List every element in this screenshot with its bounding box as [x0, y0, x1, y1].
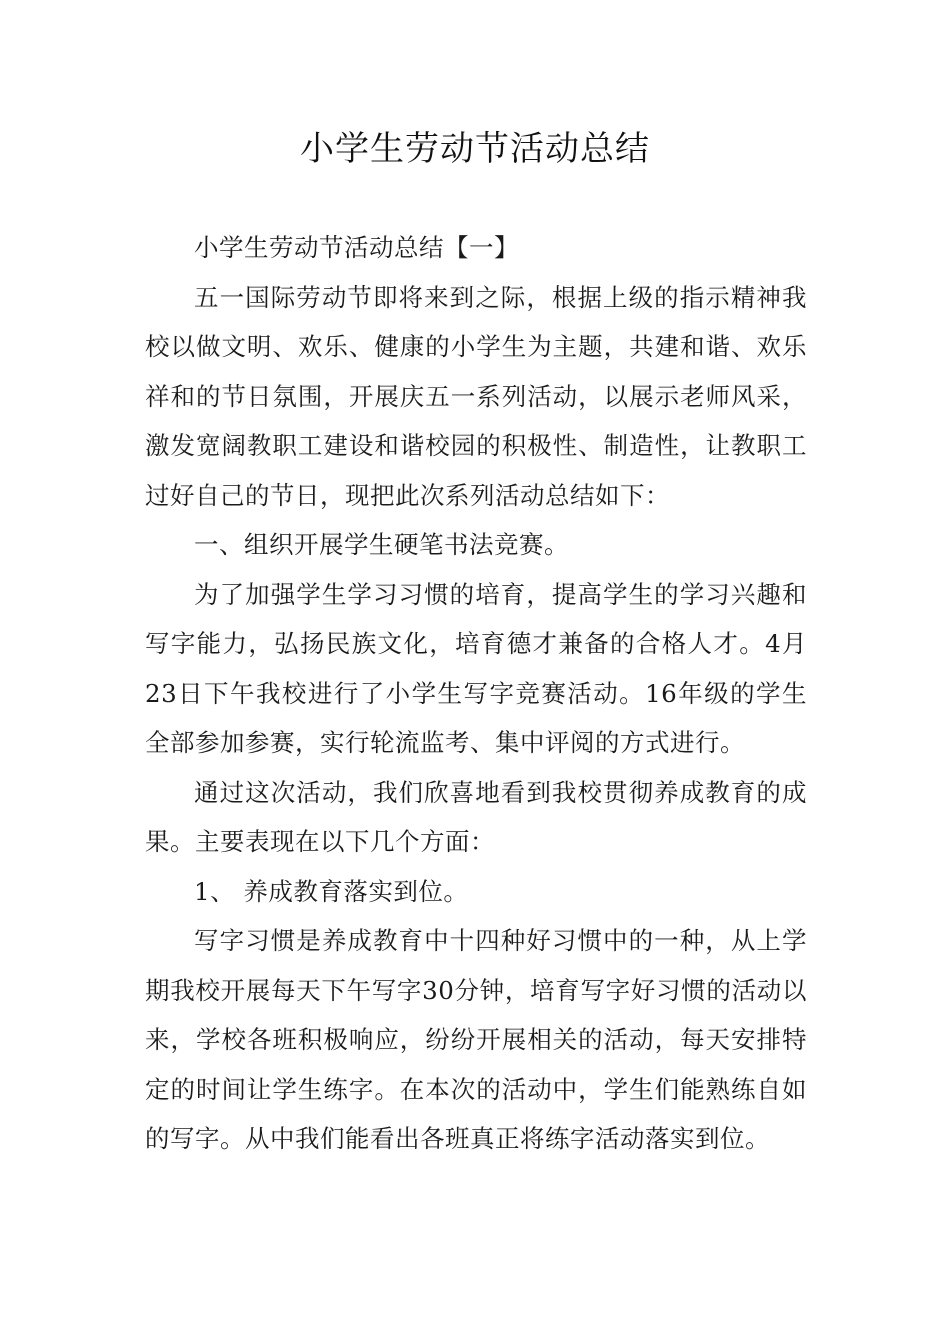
paragraph-contest-details: 为了加强学生学习习惯的培育，提高学生的学习兴趣和写字能力，弘扬民族文化，培育德才兼备的合格人才。4月23日下午我校进行了小学生写字竞赛活动。16年级的学生全部参加参赛，实行轮流监考、集中评阅的方式进行。 — [145, 579, 807, 757]
numbered-item-1: 1、 养成教育落实到位。 — [194, 876, 469, 906]
subheading-calligraphy-contest: 一、组织开展学生硬笔书法竞赛。 — [194, 530, 569, 559]
paragraph-writing-habits: 写字习惯是养成教育中十四种好习惯中的一种，从上学期我校开展每天下午写字30分钟，培育写字好习惯的活动以来，学校各班积极响应，纷纷开展相关的活动，每天安排特定的时间让学生练字。在本次的活动中，学生们能熟练自如的写字。从中我们能看出各班真正将练字活动落实到位。 — [145, 926, 807, 1153]
paragraph-intro: 五一国际劳动节即将来到之际，根据上级的指示精神我校以做文明、欢乐、健康的小学生为主题，共建和谐、欢乐祥和的节日氛围，开展庆五一系列活动，以展示老师风采，激发宽阔教职工建设和谐校园的积极性、制造性，让教职工过好自己的节日，现把此次系列活动总结如下： — [145, 282, 807, 510]
document-title: 小学生劳动节活动总结 — [300, 129, 650, 169]
paragraph-results: 通过这次活动，我们欣喜地看到我校贯彻养成教育的成果。主要表现在以下几个方面： — [145, 777, 807, 856]
document-body — [145, 223, 807, 1164]
section-heading: 小学生劳动节活动总结【一】 — [194, 233, 519, 262]
